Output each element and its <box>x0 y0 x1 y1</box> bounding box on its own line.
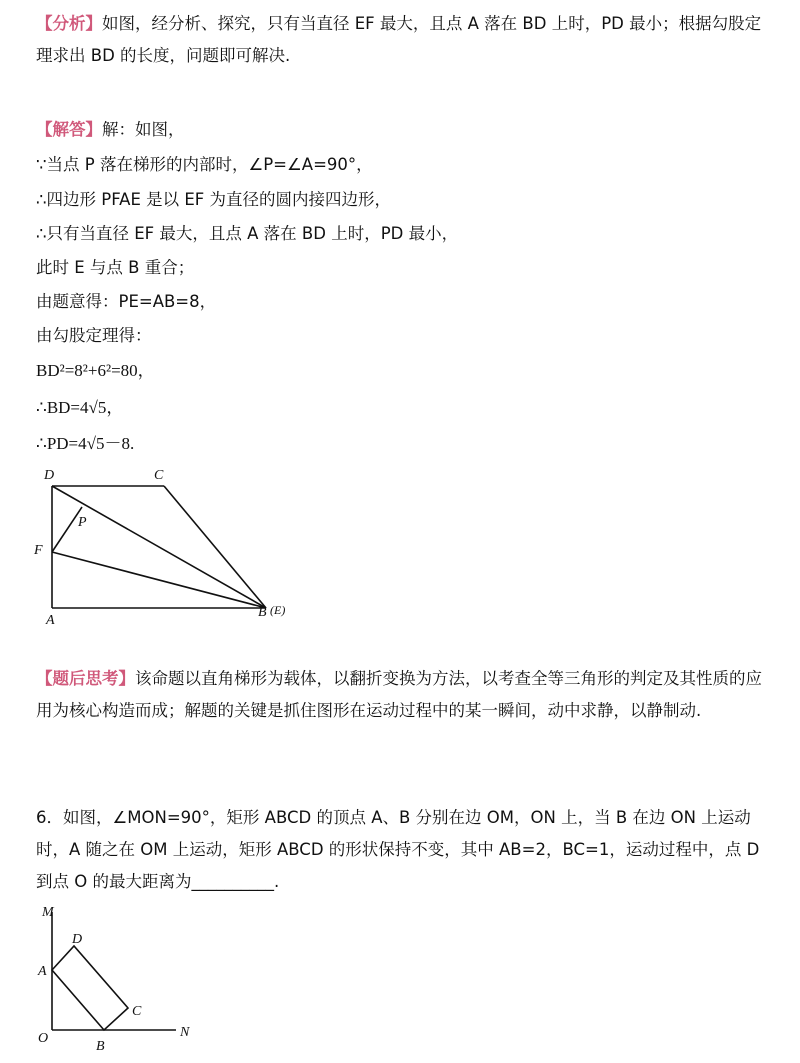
problem-6-paragraph <box>36 802 766 898</box>
reflection-paragraph <box>36 663 766 727</box>
solution-line-9: ∴PD=4√5－8. <box>36 434 135 453</box>
trapezoid-figure <box>30 462 310 630</box>
analysis-text: 如图，经分析、探究，只有当直径 EF 最大，且点 A 落在 BD 上时，PD 最小；根据勾股定理求出 BD 的长度，问题即可解决. <box>36 14 762 65</box>
label-M: M <box>42 905 54 920</box>
segment-CB <box>164 486 266 608</box>
problem-6-text: 6．如图，∠MON=90°，矩形 ABCD 的顶点 A、B 分别在边 OM，ON 上，当 B 在边 ON 上运动时，A 随之在 OM 上运动，矩形 ABCD 的形状保持不变，其中 AB=2，BC=1，运动过程中，点 D 到点 O 的最大距离为__________. <box>36 808 760 891</box>
label-D2: D <box>72 932 83 947</box>
solution-tag: 【解答】 <box>36 120 102 139</box>
label-C: C <box>154 468 164 483</box>
solution-line-4: 此时 E 与点 B 重合； <box>36 258 195 277</box>
label-N: N <box>180 1025 190 1040</box>
label-P: P <box>78 515 87 530</box>
label-A2: A <box>38 964 47 979</box>
analysis-paragraph <box>36 8 766 72</box>
solution-header <box>36 118 185 142</box>
label-C2: C <box>132 1004 142 1019</box>
solution-line-1: ∵当点 P 落在梯形的内部时，∠P=∠A=90°， <box>36 155 373 174</box>
solution-line-8: ∴BD=4√5， <box>36 398 124 417</box>
solution-line-6: 由勾股定理得： <box>36 326 152 345</box>
solution-line-3: ∴只有当直径 EF 最大，且点 A 落在 BD 上时，PD 最小， <box>36 224 459 243</box>
solution-line-7: BD²=8²+6²=80， <box>36 361 155 380</box>
reflection-text: 该命题以直角梯形为载体，以翻折变换为方法，以考查全等三角形的判定及其性质的应用为核心构造而成；解题的关键是抓住图形在运动过程中的某一瞬间，动中求静，以静制动. <box>36 669 762 720</box>
rectangle-figure <box>30 898 210 1056</box>
reflection-tag: 【题后思考】 <box>36 669 135 688</box>
segment-DB <box>52 486 266 608</box>
label-A: A <box>46 613 55 628</box>
analysis-tag: 【分析】 <box>36 14 102 33</box>
solution-line-5: 由题意得：PE=AB=8， <box>36 292 217 311</box>
rectangle-ABCD <box>52 946 128 1030</box>
segment-FB <box>52 552 266 608</box>
label-B: B <box>258 605 267 620</box>
solution-line-2: ∴四边形 PFAE 是以 EF 为直径的圆内接四边形， <box>36 190 392 209</box>
label-D: D <box>44 468 55 483</box>
label-F: F <box>34 543 43 558</box>
label-B2: B <box>96 1039 105 1054</box>
label-E: (E) <box>270 603 286 617</box>
solution-intro: 解：如图， <box>102 120 185 139</box>
label-O: O <box>38 1031 49 1046</box>
